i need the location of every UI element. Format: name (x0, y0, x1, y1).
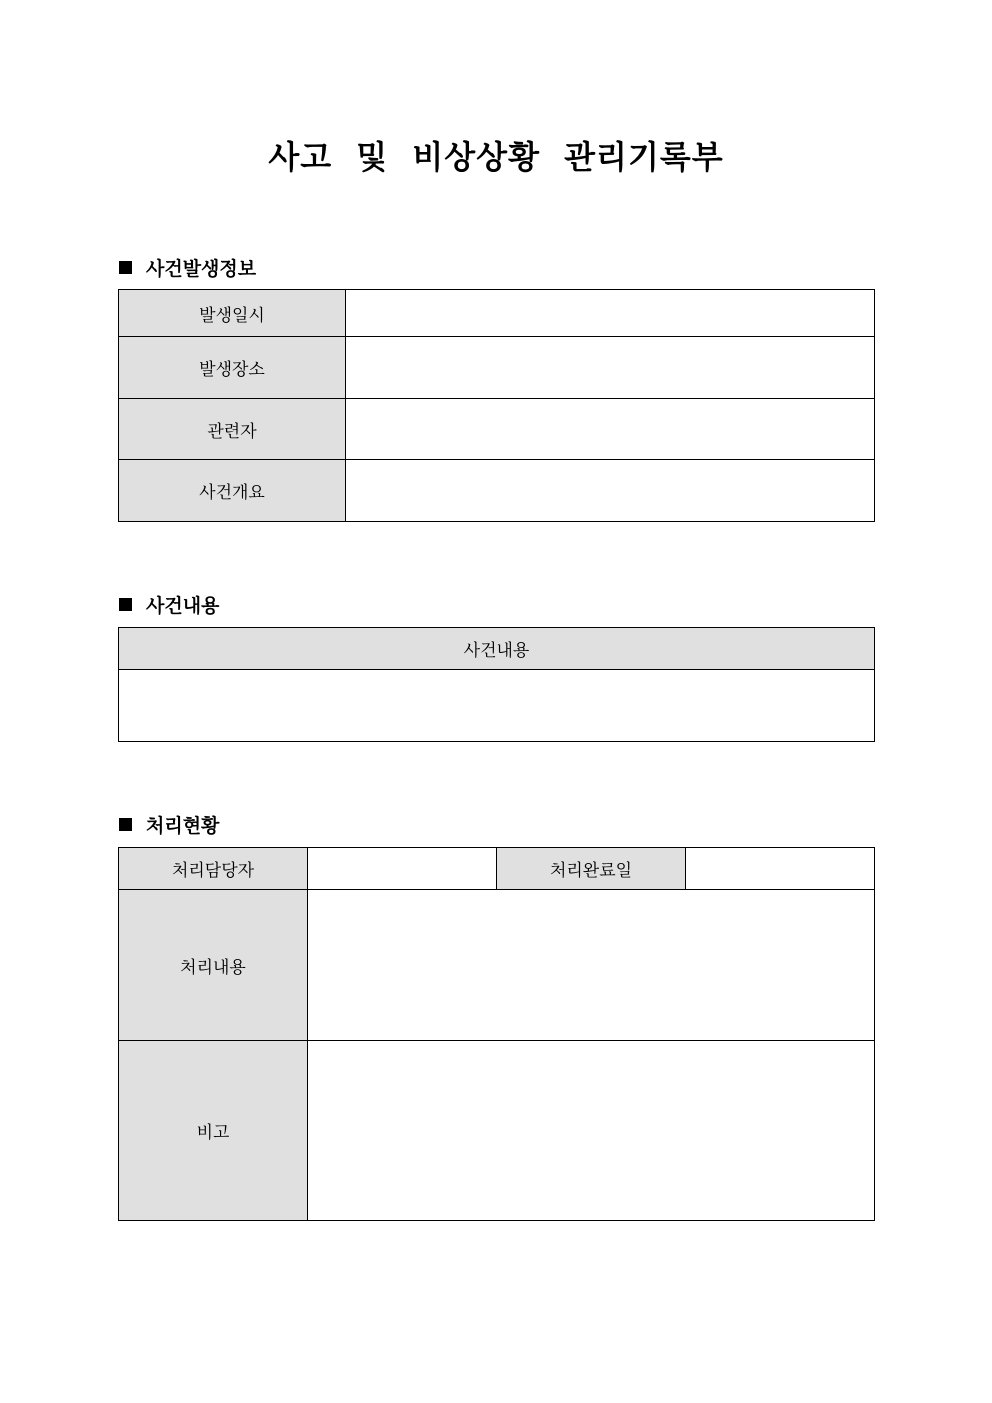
field-value-incident-summary[interactable] (346, 460, 875, 522)
section-heading-incident-content (119, 591, 219, 618)
incident-content-table (118, 627, 875, 742)
field-value-related-person[interactable] (346, 399, 875, 460)
table-row (119, 460, 875, 522)
section-heading-processing-status (119, 811, 219, 838)
square-bullet-icon (119, 598, 132, 611)
page-title: 사고 및 비상상황 관리기록부 (268, 138, 724, 176)
table-row (119, 1041, 875, 1221)
incident-info-table (118, 289, 875, 522)
table-row (119, 399, 875, 460)
section-heading-incident-info (119, 254, 256, 281)
incident-content-header: 사건내용 (119, 628, 875, 670)
field-label-processing-content: 처리내용 (119, 890, 308, 1041)
section-heading-label: 처리현황 (146, 815, 220, 837)
processing-status-table (118, 847, 875, 1221)
field-label-occurrence-datetime: 발생일시 (119, 290, 346, 337)
table-row (119, 670, 875, 742)
field-value-remarks[interactable] (308, 1041, 875, 1221)
field-value-occurrence-place[interactable] (346, 337, 875, 399)
field-value-completion-date[interactable] (686, 848, 875, 890)
field-label-occurrence-place: 발생장소 (119, 337, 346, 399)
section-heading-label: 사건내용 (146, 595, 220, 617)
field-label-manager: 처리담당자 (119, 848, 308, 890)
square-bullet-icon (119, 261, 132, 274)
field-label-incident-summary: 사건개요 (119, 460, 346, 522)
square-bullet-icon (119, 818, 132, 831)
field-value-manager[interactable] (308, 848, 497, 890)
table-row (119, 890, 875, 1041)
table-row (119, 290, 875, 337)
table-row (119, 337, 875, 399)
field-value-occurrence-datetime[interactable] (346, 290, 875, 337)
incident-content-value[interactable] (119, 670, 875, 742)
field-label-related-person: 관련자 (119, 399, 346, 460)
table-row (119, 628, 875, 670)
field-label-remarks: 비고 (119, 1041, 308, 1221)
section-heading-label: 사건발생정보 (146, 258, 257, 280)
field-value-processing-content[interactable] (308, 890, 875, 1041)
field-label-completion-date: 처리완료일 (497, 848, 686, 890)
table-row (119, 848, 875, 890)
